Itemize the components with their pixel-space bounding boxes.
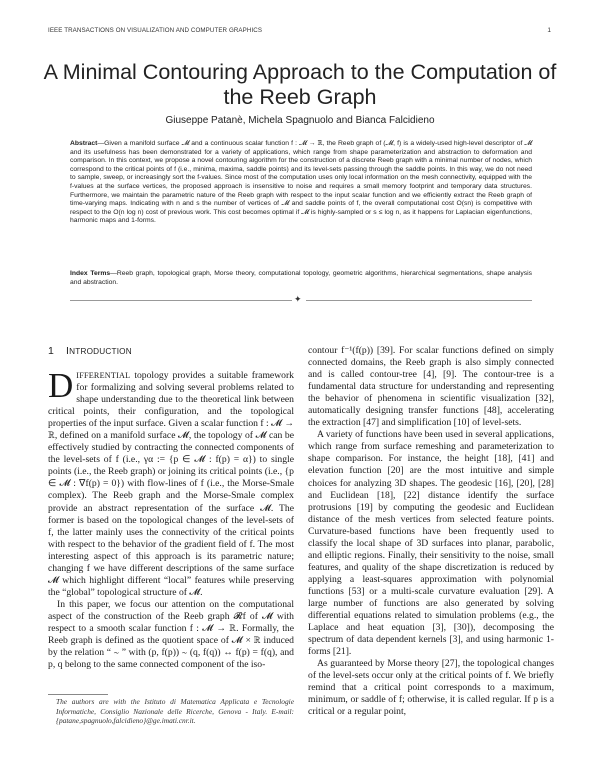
right-paragraph-1: contour f⁻¹(f(p)) [39]. For scalar functions defined on simply connected domains, the Reeb graph is also simply connected and is called contour-tree [4], [9]. The contour-tree is a fundamental data structure for understanding and representing the behavior of phenomena in scientific visualization [32], automatically designing transfer functions [48], accelerating the extraction [47] and simplification [10] of level-sets. bbox=[308, 345, 554, 429]
intro-paragraph-2: In this paper, we focus our attention on the computational aspect of the construction of the Reeb graph 𝓡f of 𝓜 with respect to a smooth scalar function f : 𝓜 → ℝ. Formally, the Reeb graph is defined as the quotient space of 𝓜 × ℝ induced by the relation “ ∼ ” with (p, f(p)) ∼ (q, f(q)) ↔ f(p) = f(q), and p, q belong to the same connected component of the iso- bbox=[48, 598, 294, 671]
right-paragraph-3: As guaranteed by Morse theory [27], the topological changes of the level-sets occur only at the critical points of f. We briefly remind that a critical point corresponds to a maximum, minimum, or saddle of f; otherwise, it is called regular. If p is a critical or a regular point, bbox=[308, 658, 554, 718]
abstract-text: —Given a manifold surface 𝓜 and a continuous scalar function f : 𝓜 → ℝ, the Reeb graph of (𝓜, f) is a widely-used high-level descriptor of 𝓜 and its usefulness has been demonstrated for a variety of applications, which range from shape parameterization and abstraction to deformation and comparison. In this context, we propose a novel contouring algorithm for the construction of a discrete Reeb graph with a minimal number of nodes, which correspond to the critical points of f (i.e., minima, maxima, saddle points) and its level-sets passing through the saddle points. In this way, we do not need to sample, sweep, or increasingly sort the f-values. Since most of the computation uses only local information on the mesh connectivity, equipped with the f-values at the surface vertices, the proposed approach is insensitive to noise and requires a small memory footprint and temporary data structures. Furthermore, we maintain the parametric nature of the Reeb graph with respect to the input scalar function and we efficiently extract the Reeb graph of time-varying maps. Indicating with n and s the number of vertices of 𝓜 and saddle points of f, the overall computational cost O(sn) is competitive with respect to the O(n log n) cost of previous work. This cost becomes optimal if 𝓜 is highly-sampled or s ≤ log n, as it happens for Laplacian eigenfunctions, harmonic maps and 1-forms. bbox=[70, 140, 532, 225]
dropcap-letter: D bbox=[48, 366, 74, 405]
abstract-label: Abstract bbox=[70, 140, 98, 147]
author-list: Giuseppe Patanè, Michela Spagnuolo and Bianca Falcidieno bbox=[165, 115, 435, 126]
page-number: 1 bbox=[547, 27, 551, 34]
index-terms-label: Index Terms bbox=[70, 270, 111, 277]
section-heading bbox=[48, 345, 294, 358]
footnote-rule bbox=[48, 694, 108, 695]
separator-rule-right bbox=[306, 300, 532, 301]
dropcap-rest: IFFERENTIAL bbox=[76, 371, 131, 380]
section-number: 1 bbox=[48, 345, 55, 357]
right-paragraph-2: A variety of functions have been used in several applications, which range from surface remeshing and parameterization to shape comparison. For instance, the height [18], [41] and elevation function [20] are the most intuitive and simple choices for analyzing 3D shapes. The geodesic [16], [20], [28] and Euclidean [18], [22] distance identify the surface protrusions [19] by computing the geodesic and Euclidean distance of the mesh vertices from selected feature points. Curvature-based functions have been frequently used to classify the local shape of 3D surfaces into planar, parabolic, and elliptic regions. Finally, their sensitivity to the noise, small features, and quality of the shape discretization is reduced by applying a least-squares approximation with polynomial functions [53] or a multi-scale curvature evaluation [29]. A large number of functions are also generated by solving differential equations related to simulation problems (e.g., the Laplace and heat equation [3], [30]), decomposing the spectrum of data dependent kernels [3], and using harmonic 1-forms [21]. bbox=[308, 429, 554, 658]
author-affiliation-footnote: The authors are with the Istituto di Matematica Applicata e Tecnologie Informatiche, Consiglio Nazionale delle Ricerche, Genova - Italy. E-mail:{patane,spagnuolo,falcidieno}@ge.imati.cnr.it. bbox=[56, 697, 294, 726]
intro-paragraph-1-text: topology provides a suitable framework for formalizing and solving several problems related to shape understanding due to the theoretical link between critical points, their configuration, and the topological properties of the input surface. Given a scalar function f : 𝓜 → ℝ, defined on a manifold surface 𝓜, the topology of 𝓜 can be effectively studied by contracting the connected components of the level-sets of f (i.e., γα := {p ∈ 𝓜 : f(p) = α}) to single points (i.e., the Reeb graph) or joining its critical points (i.e., {p ∈ 𝓜 : ∇f(p) = 0}) with flow-lines of f (i.e., the Morse-Smale complex). The Reeb graph and the Morse-Smale complex provide an abstract representation of the surface 𝓜. The former is based on the topological changes of the level-sets of f, the latter mainly uses the connectivity of the critical points with respect to the behavior of the gradient field of f. The most interesting aspect of this approach is its parametric nature; changing f we have different descriptions of the same surface 𝓜 which highlight different “local” features while preserving the “global” topological structure of 𝓜. bbox=[48, 370, 294, 598]
right-column bbox=[308, 345, 554, 718]
abstract bbox=[70, 140, 532, 226]
separator-diamond-icon: ✦ bbox=[294, 294, 302, 304]
index-terms-text: —Reeb graph, topological graph, Morse theory, computational topology, geometric algorithms, hierarchical segmentations, shape analysis and abstraction. bbox=[70, 270, 532, 286]
running-head: IEEE TRANSACTIONS ON VISUALIZATION AND COMPUTER GRAPHICS bbox=[48, 27, 263, 34]
section-title-first: I bbox=[66, 345, 70, 357]
left-column bbox=[48, 345, 294, 671]
index-terms bbox=[70, 270, 532, 287]
section-title-rest: NTRODUCTION bbox=[69, 347, 132, 356]
intro-paragraph-1 bbox=[48, 366, 294, 599]
separator-rule-left bbox=[70, 300, 292, 301]
paper-title: A Minimal Contouring Approach to the Computation of the Reeb Graph bbox=[43, 60, 557, 109]
